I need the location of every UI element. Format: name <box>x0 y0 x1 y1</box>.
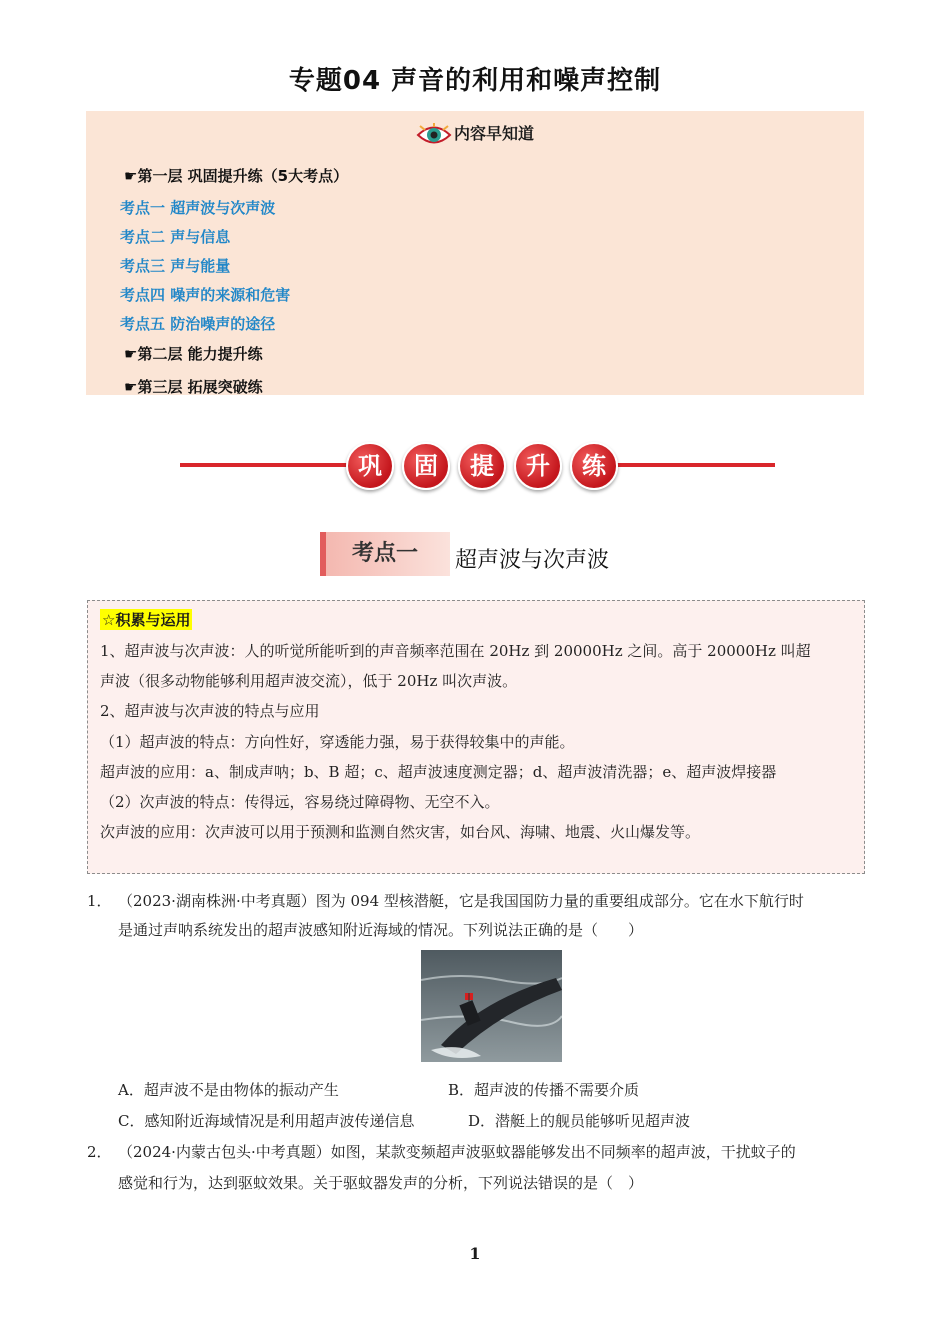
banner-char: 升 <box>514 442 562 490</box>
toc-layer-1[interactable]: ☛第一层 巩固提升练（5大考点） <box>124 167 349 185</box>
question-1-option-c[interactable]: C．感知附近海域情况是利用超声波传递信息 <box>118 1112 415 1130</box>
section-banner <box>180 440 775 492</box>
accumulate-line: 2、超声波与次声波的特点与应用 <box>100 702 320 720</box>
toc-header <box>86 121 864 148</box>
question-1-stem-cont: 是通过声呐系统发出的超声波感知附近海域的情况。下列说法正确的是（ ） <box>118 921 644 939</box>
page-number: 1 <box>469 1244 481 1263</box>
submarine-photo <box>421 950 562 1062</box>
toc-header-text: 内容早知道 <box>453 124 534 143</box>
toc-point-1[interactable]: 考点一 超声波与次声波 <box>120 199 276 217</box>
question-1-option-a[interactable]: A．超声波不是由物体的振动产生 <box>118 1081 339 1099</box>
accumulate-line: （1）超声波的特点：方向性好，穿透能力强，易于获得较集中的声能。 <box>100 733 575 751</box>
banner-char: 固 <box>402 442 450 490</box>
toc-point-2[interactable]: 考点二 声与信息 <box>120 228 231 246</box>
banner-rule-left <box>180 463 350 467</box>
question-2-stem: （2024·内蒙古包头·中考真题）如图，某款变频超声波驱蚊器能够发出不同频率的超声波，干扰蚊子的 <box>118 1143 796 1161</box>
eye-icon <box>416 122 452 148</box>
toc-layer-3[interactable]: ☛第三层 拓展突破练 <box>124 378 263 396</box>
toc-box <box>86 111 864 395</box>
question-1-stem: （2023·湖南株洲·中考真题）图为 094 型核潜艇，它是我国国防力量的重要组成部分。它在水下航行时 <box>118 892 804 910</box>
accumulate-box <box>87 600 865 874</box>
question-2-number: 2． <box>87 1143 112 1161</box>
banner-char: 提 <box>458 442 506 490</box>
question-1-option-b[interactable]: B．超声波的传播不需要介质 <box>448 1081 640 1099</box>
toc-layer-2[interactable]: ☛第二层 能力提升练 <box>124 345 263 363</box>
banner-rule-right <box>605 463 775 467</box>
accumulate-line: 1、超声波与次声波：人的听觉所能听到的声音频率范围在 20Hz 到 20000Hz 之间。高于 20000Hz 叫超 <box>100 642 811 660</box>
toc-point-5[interactable]: 考点五 防治噪声的途径 <box>120 315 276 333</box>
page-title: 专题04 声音的利用和噪声控制 <box>288 66 662 96</box>
banner-char: 巩 <box>346 442 394 490</box>
accumulate-line: （2）次声波的特点：传得远，容易绕过障碍物、无空不入。 <box>100 793 500 811</box>
question-2-stem-cont: 感觉和行为，达到驱蚊效果。关于驱蚊器发声的分析，下列说法错误的是（ ） <box>118 1174 644 1192</box>
kp-tag: 考点一 <box>320 532 450 576</box>
accumulate-line: 超声波的应用：a、制成声呐；b、B 超；c、超声波速度测定器；d、超声波清洗器；e、超声波焊接器 <box>100 763 777 781</box>
question-1-number: 1． <box>87 892 112 910</box>
accumulate-label: ☆积累与运用 <box>102 611 191 629</box>
banner-char: 练 <box>570 442 618 490</box>
kp-title: 超声波与次声波 <box>455 548 610 573</box>
toc-point-3[interactable]: 考点三 声与能量 <box>120 257 231 275</box>
toc-point-4[interactable]: 考点四 噪声的来源和危害 <box>120 286 291 304</box>
accumulate-line: 次声波的应用：次声波可以用于预测和监测自然灾害，如台风、海啸、地震、火山爆发等。 <box>100 823 701 841</box>
accumulate-line: 声波（很多动物能够利用超声波交流），低于 20Hz 叫次声波。 <box>100 672 518 690</box>
question-1-option-d[interactable]: D．潜艇上的舰员能够听见超声波 <box>468 1112 691 1130</box>
